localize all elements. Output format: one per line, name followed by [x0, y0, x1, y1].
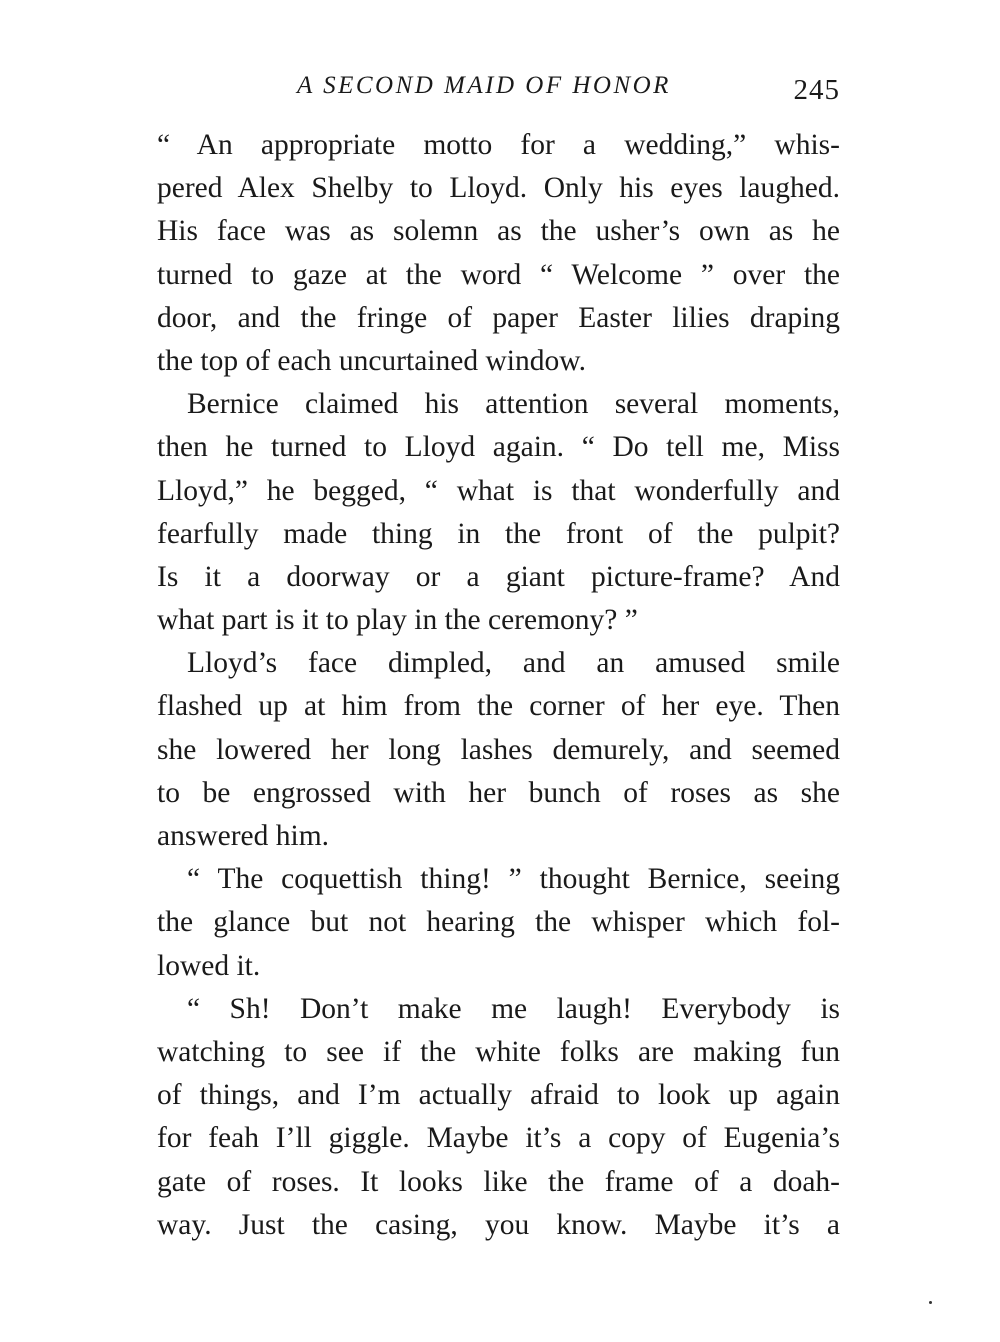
running-header — [157, 72, 840, 108]
text-line: door, and the fringe of paper Easter lilies draping — [157, 301, 840, 334]
text-line: she lowered her long lashes demurely, and seemed — [157, 733, 840, 766]
text-line: the top of each uncurtained window. — [157, 344, 586, 377]
text-line: to be engrossed with her bunch of roses as she — [157, 776, 840, 809]
text-line: Lloyd’s face dimpled, and an amused smile — [187, 647, 840, 680]
text-line: the glance but not hearing the whisper which fol- — [157, 906, 840, 939]
text-line: flashed up at him from the corner of her eye. Then — [157, 690, 840, 723]
running-title: A SECOND MAID OF HONOR — [297, 72, 671, 99]
text-line: fearfully made thing in the front of the pulpit? — [157, 517, 840, 550]
text-line: Is it a doorway or a giant picture-frame? And — [157, 560, 840, 593]
page-number: 245 — [793, 74, 840, 106]
text-line: Lloyd,” he begged, “ what is that wonderfully and — [157, 474, 840, 507]
text-line: Bernice claimed his attention several moments, — [187, 388, 840, 421]
text-line: answered him. — [157, 820, 330, 852]
text-line: turned to gaze at the word “ Welcome ” over the — [157, 258, 840, 291]
body-text — [157, 124, 840, 1247]
text-line: then he turned to Lloyd again. “ Do tell me, Miss — [157, 431, 840, 464]
text-line: pered Alex Shelby to Lloyd. Only his eyes laughed. — [157, 172, 840, 205]
text-line: “ The coquettish thing! ” thought Bernice, seeing — [187, 863, 840, 896]
text-line: “ An appropriate motto for a wedding,” whis- — [157, 129, 840, 161]
text-line: His face was as solemn as the usher’s own as he — [157, 215, 840, 248]
scan-speck — [929, 1301, 932, 1304]
text-line: of things, and I’m actually afraid to look up again — [157, 1079, 840, 1112]
text-line: for feah I’ll giggle. Maybe it’s a copy of Eugenia’s — [157, 1122, 840, 1155]
text-line: way. Just the casing, you know. Maybe it’s a — [157, 1208, 840, 1241]
text-line: “ Sh! Don’t make me laugh! Everybody is — [187, 992, 840, 1025]
text-line: what part is it to play in the ceremony? ” — [157, 604, 638, 637]
text-line: lowed it. — [157, 949, 261, 982]
text-line: watching to see if the white folks are making fun — [157, 1035, 840, 1068]
text-line: gate of roses. It looks like the frame of a doah- — [157, 1165, 840, 1198]
